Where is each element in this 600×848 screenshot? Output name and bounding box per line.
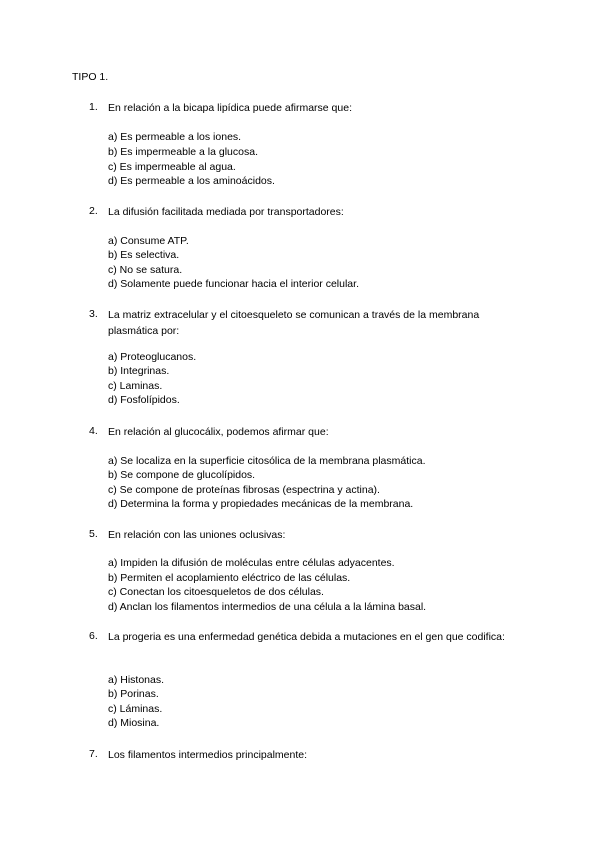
option-c: c) Laminas. — [108, 380, 163, 392]
option-d: d) Es permeable a los aminoácidos. — [108, 175, 275, 187]
option-c: c) Conectan los citoesqueletos de dos células. — [108, 586, 324, 598]
question-text: En relación con las uniones oclusivas: — [108, 529, 286, 541]
option-d: d) Anclan los filamentos intermedios de una célula a la lámina basal. — [108, 601, 427, 613]
question-number: 4. — [89, 425, 98, 437]
question-text: La difusión facilitada mediada por transportadores: — [108, 206, 344, 218]
option-c: c) Se compone de proteínas fibrosas (espectrina y actina). — [108, 484, 380, 496]
question-text: La matriz extracelular y el citoesqueleto se comunican a través de la membrana plasmática por: — [108, 309, 480, 337]
option-d: d) Miosina. — [108, 717, 160, 729]
option-b: b) Integrinas. — [108, 365, 170, 377]
question-text: En relación al glucocálix, podemos afirmar que: — [108, 426, 329, 438]
question-text: En relación a la bicapa lipídica puede afirmarse que: — [108, 102, 352, 114]
option-a: a) Proteoglucanos. — [108, 351, 197, 363]
option-b: b) Se compone de glucolípidos. — [108, 469, 256, 481]
question-number: 3. — [89, 308, 98, 320]
option-c: c) Láminas. — [108, 703, 163, 715]
option-c: c) No se satura. — [108, 264, 183, 276]
option-b: b) Permiten el acoplamiento eléctrico de las células. — [108, 572, 351, 584]
option-a: a) Impiden la difusión de moléculas entre células adyacentes. — [108, 557, 395, 569]
question-text: La progeria es una enfermedad genética debida a mutaciones en el gen que codifica: — [108, 631, 505, 643]
question-text: Los filamentos intermedios principalmente: — [108, 749, 308, 761]
option-b: b) Es impermeable a la glucosa. — [108, 146, 258, 158]
option-a: a) Es permeable a los iones. — [108, 131, 242, 143]
option-b: b) Es selectiva. — [108, 249, 180, 261]
option-a: a) Histonas. — [108, 674, 165, 686]
option-c: c) Es impermeable al agua. — [108, 161, 236, 173]
option-a: a) Consume ATP. — [108, 235, 189, 247]
option-d: d) Determina la forma y propiedades mecánicas de la membrana. — [108, 498, 414, 510]
question-number: 2. — [89, 205, 98, 217]
question-number: 1. — [89, 101, 98, 113]
option-d: d) Solamente puede funcionar hacia el interior celular. — [108, 278, 359, 290]
option-b: b) Porinas. — [108, 688, 159, 700]
page-title: TIPO 1. — [72, 71, 109, 83]
question-number: 6. — [89, 630, 98, 642]
option-a: a) Se localiza en la superficie citosólica de la membrana plasmática. — [108, 455, 426, 467]
option-d: d) Fosfolípidos. — [108, 394, 180, 406]
question-number: 7. — [89, 748, 98, 760]
question-number: 5. — [89, 528, 98, 540]
